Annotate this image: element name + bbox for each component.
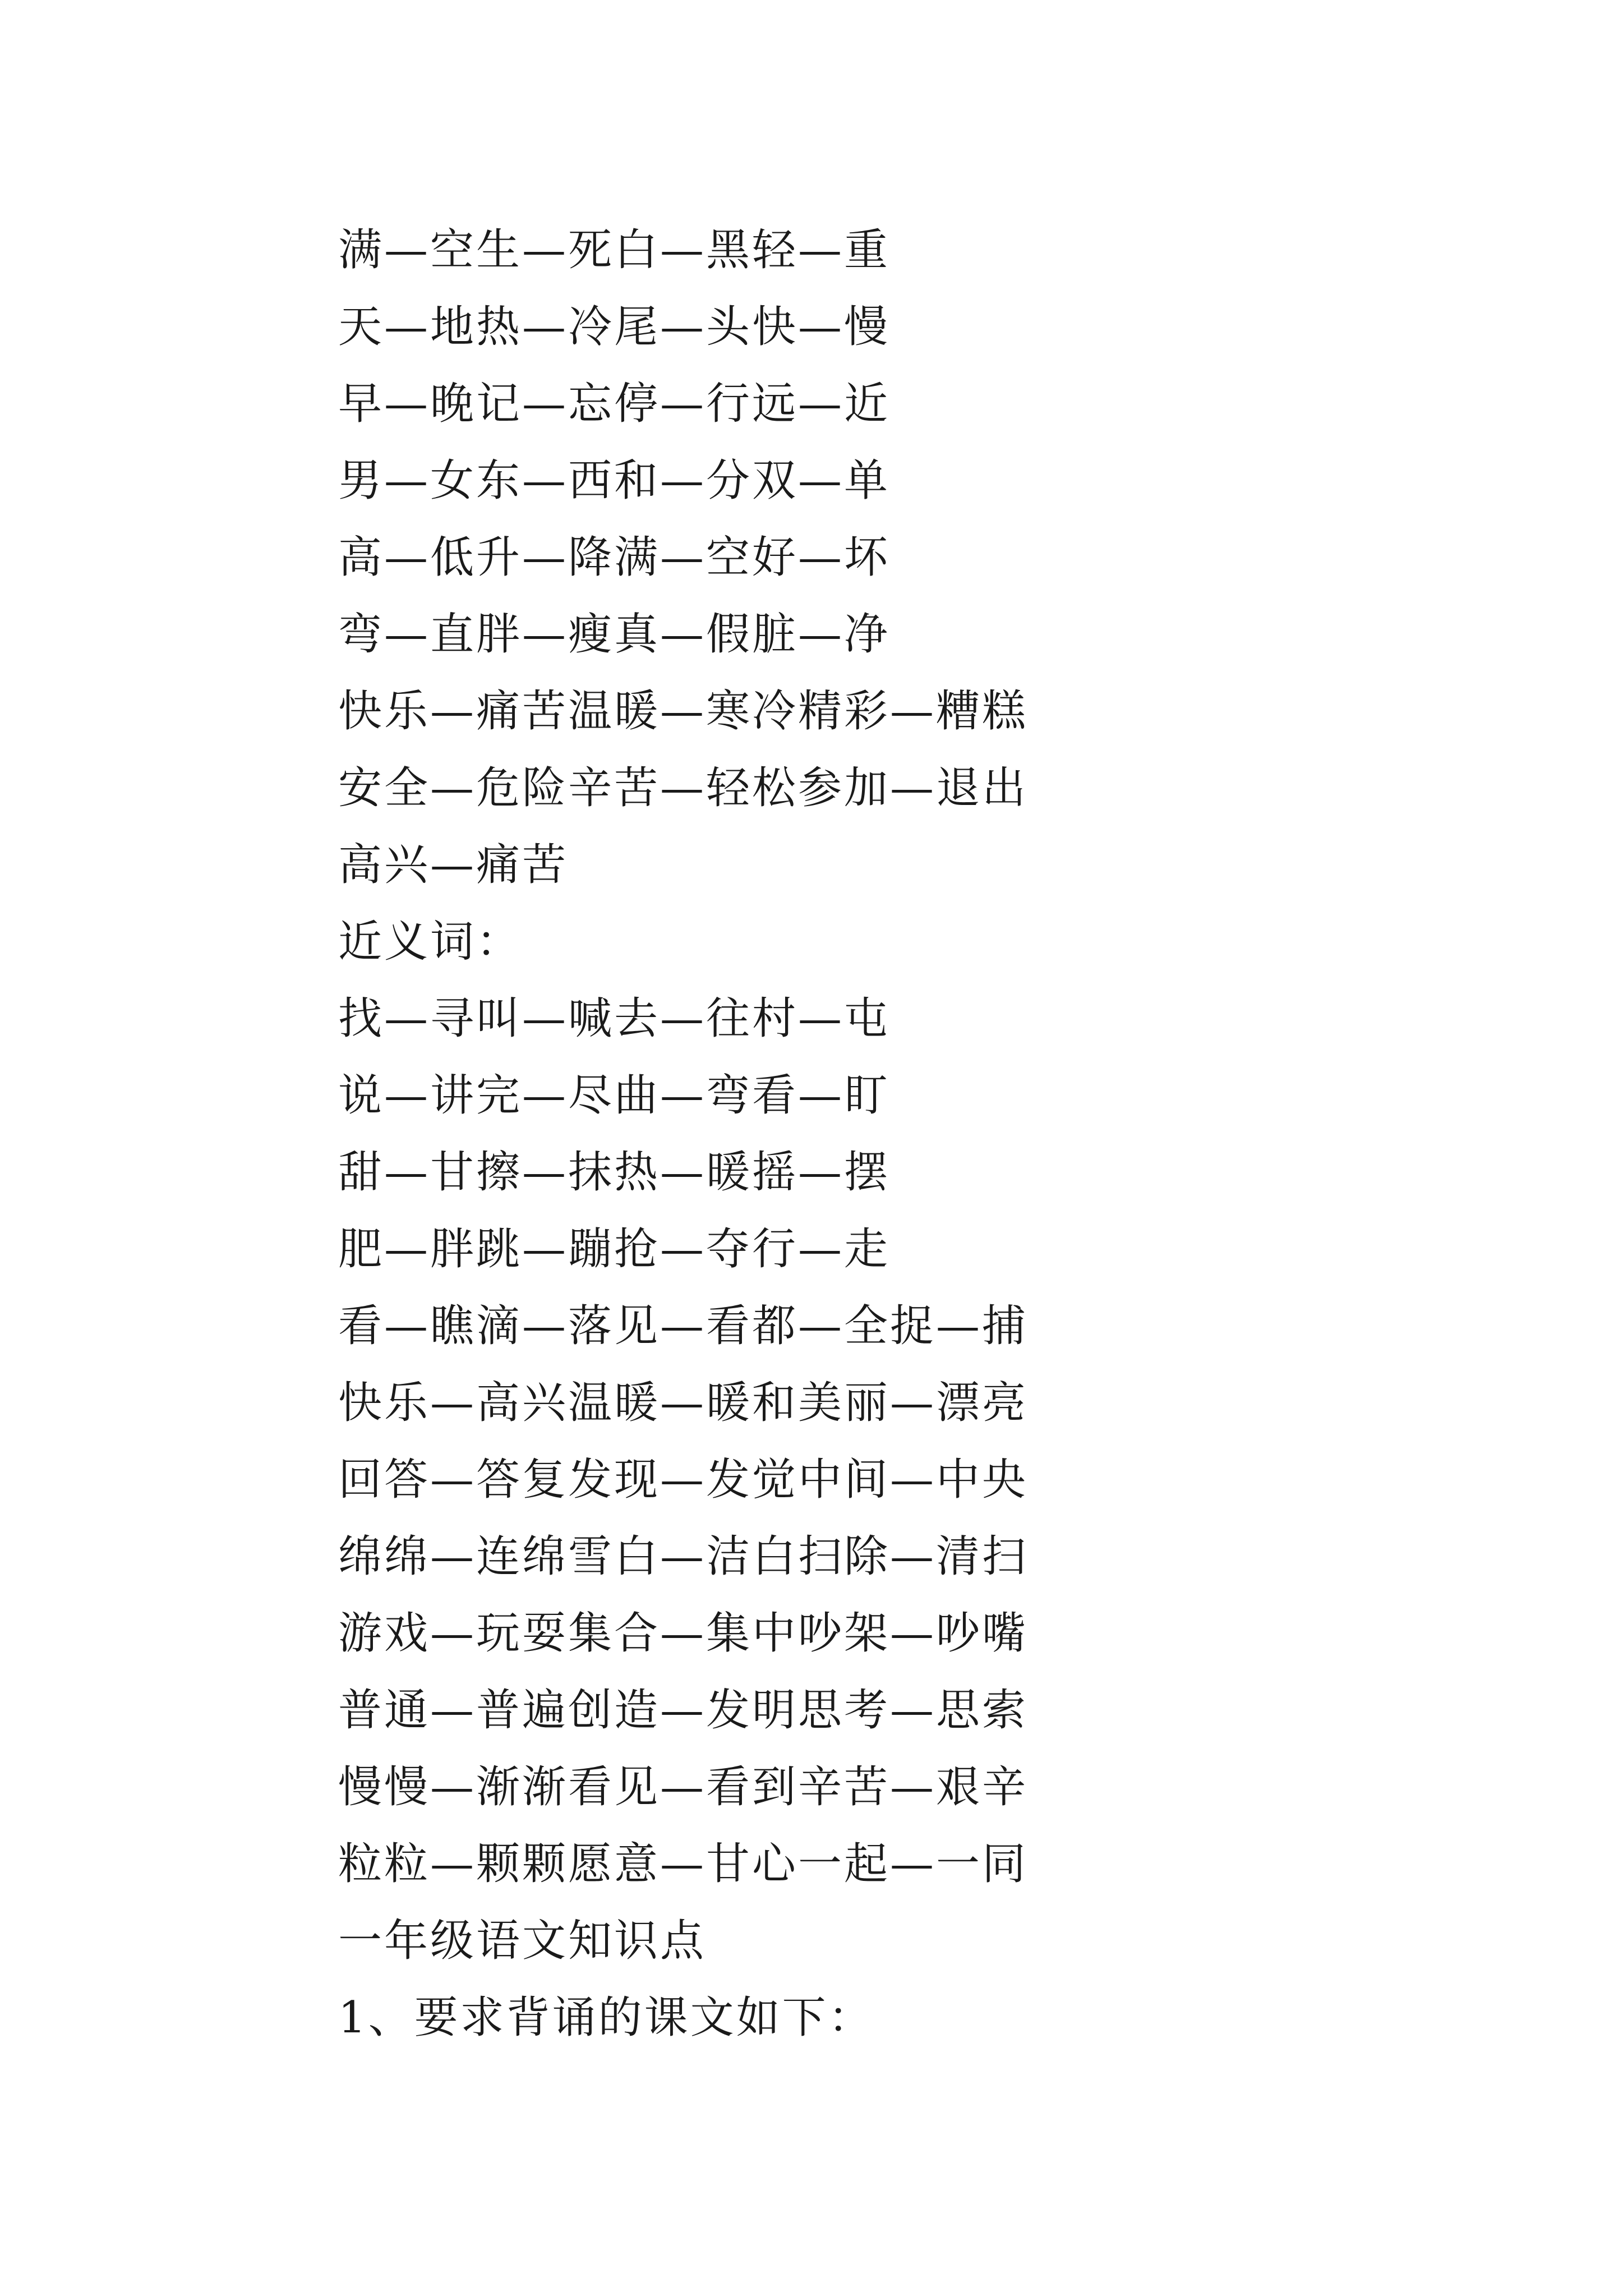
synonym-line-6: 快乐—高兴温暖—暖和美丽—漂亮 [338,1378,1029,1428]
synonym-line-10: 普通—普遍创造—发明思考—思索 [338,1685,1029,1736]
synonym-line-3: 甜—甘擦—抹热—暖摇—摆 [338,1147,891,1198]
synonym-line-1: 找—寻叫—喊去—往村—屯 [338,993,891,1044]
antonym-line-9: 高兴—痛苦 [338,840,569,890]
antonym-line-3: 早—晚记—忘停—行远—近 [338,379,891,429]
antonym-line-7: 快乐—痛苦温暖—寒冷精彩—糟糕 [338,686,1029,737]
antonym-line-1: 满—空生—死白—黑轻—重 [338,225,891,275]
antonym-line-8: 安全—危险辛苦—轻松参加—退出 [338,763,1029,813]
antonym-line-2: 天—地热—冷尾—头快—慢 [338,302,891,352]
antonym-line-6: 弯—直胖—瘦真—假脏—净 [338,609,891,660]
synonym-line-9: 游戏—玩耍集合—集中吵架—吵嘴 [338,1608,1029,1659]
synonym-line-11: 慢慢—渐渐看见—看到辛苦—艰辛 [338,1762,1029,1812]
synonym-line-2: 说—讲完—尽曲—弯看—盯 [338,1070,891,1121]
synonym-line-5: 看—瞧滴—落见—看都—全捉—捕 [338,1301,1029,1351]
antonym-line-5: 高—低升—降满—空好—坏 [338,532,891,583]
synonym-line-8: 绵绵—连绵雪白—洁白扫除—清扫 [338,1531,1029,1582]
section-heading-synonyms: 近义词： [338,917,523,967]
list-item-recitation: 1、要求背诵的课文如下： [338,1993,874,2043]
synonym-line-7: 回答—答复发现—发觉中间—中央 [338,1455,1029,1505]
synonym-line-4: 肥—胖跳—蹦抢—夺行—走 [338,1224,891,1274]
antonym-line-4: 男—女东—西和—分双—单 [338,455,891,506]
section-heading-knowledge: 一年级语文知识点 [338,1916,707,1966]
synonym-line-12: 粒粒—颗颗愿意—甘心一起—一同 [338,1839,1029,1889]
document-text [338,212,1460,2056]
